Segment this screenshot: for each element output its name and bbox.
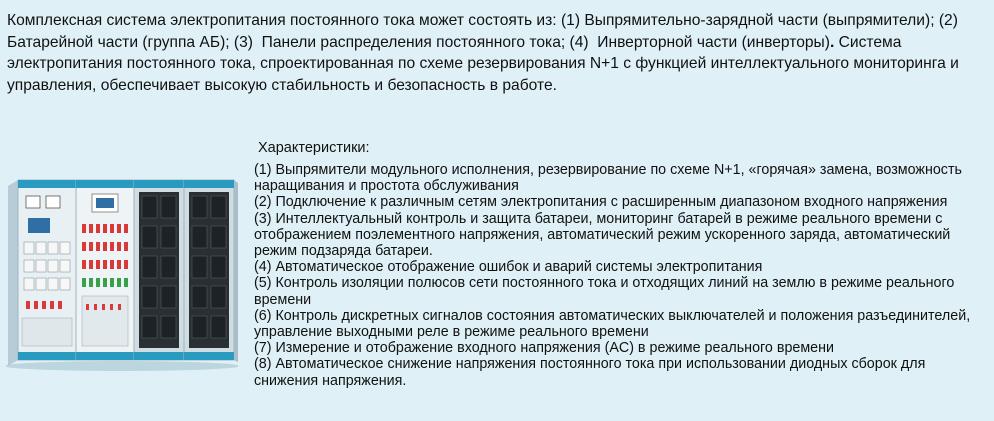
- cabinet-2: [76, 180, 134, 360]
- intro-part-1: Комплексная система электропитания постоянного тока может состоять из: (1) Выпрямительно-зарядной части (выпрямители); (2) Батарейной части (группа АБ); (3) Панели распределения постоянного тока; (4) Инверторной части (инверторы): [7, 12, 971, 51]
- feature-item-4: (4) Автоматическое отображение ошибок и аварий системы электропитания: [254, 259, 763, 276]
- feature-item-2: (2) Подключение к различным сетям электропитания с расширенным диапазоном входного напряжения: [254, 194, 948, 211]
- cabinet-4: [184, 180, 238, 362]
- intro-part-2: .: [829, 33, 835, 51]
- feature-item-1: (1) Выпрямители модульного исполнения, резервирование по схеме N+1, «горячая» замена, возможность наращивания и простота обслуживания: [254, 162, 962, 195]
- features-block: [254, 139, 984, 389]
- cabinet-3: [134, 180, 184, 360]
- features-title: Характеристики:: [258, 140, 370, 156]
- feature-item-6: (6) Контроль дискретных сигналов состояния автоматических выключателей и положения разъединителей, управление выходными реле в режиме реального времени: [254, 307, 971, 341]
- feature-item-8: (8) Автоматическое снижение напряжения постоянного тока при использовании диодных сборок для снижения напряжения.: [254, 356, 926, 389]
- power-cabinet-image: [6, 176, 238, 372]
- power-cabinet-illustration: [6, 176, 238, 372]
- intro-paragraph: [7, 10, 987, 96]
- intro-part-3: Система электропитания постоянного тока, спроектированная по схеме резервирования N+1 с функцией интеллектуального мониторинга и управления, обеспечивает высокую стабильность и безопасность в работе.: [7, 33, 964, 94]
- feature-item-3: (3) Интеллектуальный контроль и защита батареи, мониторинг батарей в режиме реального времени с отображением поэлементного напряжения, автоматический режим ускоренного заряда, автоматический режим подзаряда батареи.: [254, 210, 951, 260]
- feature-item-5: (5) Контроль изоляции полюсов сети постоянного тока и отходящих линий на землю в режиме реального времени: [254, 275, 955, 308]
- feature-item-7: (7) Измерение и отображение входного напряжения (AC) в режиме реального времени: [254, 340, 835, 357]
- cabinet-1: [8, 180, 76, 366]
- features-list: [254, 162, 984, 389]
